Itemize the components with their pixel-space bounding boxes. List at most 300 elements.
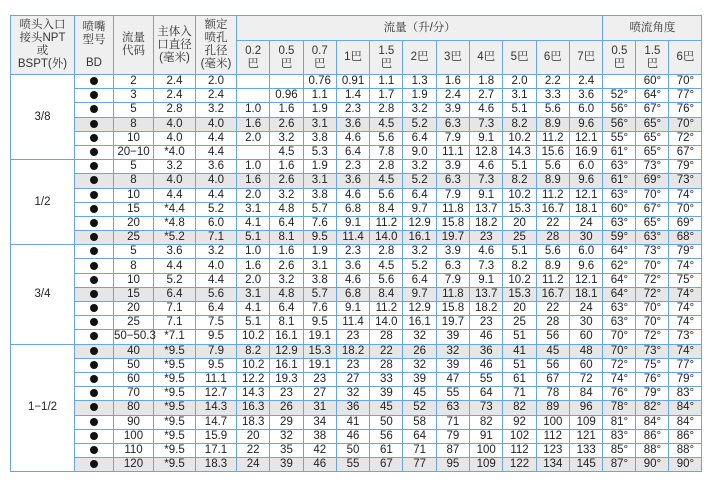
orifice-diameter: 7.1 [196, 231, 237, 245]
spray-angle: 63° [603, 216, 636, 230]
flow-value: 10.2 [237, 330, 270, 344]
flow-code: 5 [114, 245, 154, 259]
flow-code: 3 [114, 89, 154, 103]
flow-value: 63 [436, 401, 469, 415]
flow-value: 5.2 [403, 174, 436, 188]
flow-value: 15.3 [503, 287, 536, 301]
table-row [11, 287, 702, 301]
flow-value: 1.6 [270, 160, 303, 174]
flow-value: 3.2 [403, 160, 436, 174]
filled-circle-icon [90, 347, 98, 355]
header-model-label: 喷嘴型号 [82, 20, 106, 46]
flow-value: 6.4 [270, 302, 303, 316]
spray-angle: 86° [669, 429, 702, 443]
flow-value: 25 [503, 316, 536, 330]
orifice-diameter: 7.9 [196, 344, 237, 358]
table-row [11, 75, 702, 89]
inlet-diameter: 3.6 [154, 245, 196, 259]
flow-value: 36 [336, 401, 369, 415]
table-row [11, 358, 702, 372]
flow-value: 5.2 [403, 259, 436, 273]
spray-angle: 69° [669, 216, 702, 230]
flow-value: 3.1 [303, 117, 336, 131]
flow-value: 1.9 [303, 160, 336, 174]
flow-value: 9.6 [569, 174, 602, 188]
header-angle-pressure: 0.5巴 [603, 41, 636, 75]
inlet-diameter: 2.4 [154, 89, 196, 103]
flow-code: 5 [114, 103, 154, 117]
flow-code: 2 [114, 75, 154, 89]
flow-value: 7.9 [436, 188, 469, 202]
flow-value: 3.8 [303, 273, 336, 287]
flow-value: 16.9 [569, 145, 602, 159]
flow-value: 20 [503, 302, 536, 316]
flow-code: 90 [114, 415, 154, 429]
flow-value: 5.6 [536, 245, 569, 259]
flow-value: 3.2 [270, 273, 303, 287]
bd-availability [75, 75, 114, 89]
flow-value: 100 [536, 415, 569, 429]
flow-value [237, 75, 270, 89]
flow-value: 6.0 [569, 245, 602, 259]
bd-availability [75, 273, 114, 287]
flow-code: 50 [114, 358, 154, 372]
header-flow-pressure: 6巴 [536, 41, 569, 75]
spray-angle: 70° [669, 117, 702, 131]
flow-value: 4.6 [336, 188, 369, 202]
flow-value: 16.1 [403, 231, 436, 245]
inlet-diameter: *7.1 [154, 330, 196, 344]
header-angle-pressure: 1.5巴 [636, 41, 669, 75]
flow-value: 48 [569, 344, 602, 358]
flow-value: 7.3 [470, 259, 503, 273]
flow-value: 87 [436, 443, 469, 457]
flow-value: 8.2 [503, 117, 536, 131]
flow-value: 25 [503, 231, 536, 245]
filled-circle-icon [90, 262, 98, 270]
spray-angle: 76° [603, 387, 636, 401]
flow-code: 5 [114, 160, 154, 174]
flow-value: 6.8 [336, 287, 369, 301]
bd-availability [75, 145, 114, 159]
header-flow-pressure: 4巴 [470, 41, 503, 75]
flow-value: 23 [336, 358, 369, 372]
flow-value: 31 [303, 401, 336, 415]
flow-value: 9.7 [403, 287, 436, 301]
spray-angle: 67° [636, 202, 669, 216]
flow-value: 5.6 [370, 131, 403, 145]
table-row [11, 415, 702, 429]
spray-angle: 84° [669, 401, 702, 415]
flow-value: 6.3 [436, 174, 469, 188]
flow-value: 12.9 [403, 216, 436, 230]
flow-value: 11.2 [370, 302, 403, 316]
flow-value: 14.3 [503, 145, 536, 159]
flow-value: 61 [503, 372, 536, 386]
flow-value: 10.2 [503, 273, 536, 287]
flow-value: 1.4 [336, 89, 369, 103]
flow-value: 56 [536, 358, 569, 372]
spray-angle: 63° [603, 160, 636, 174]
spray-angle: 68° [669, 231, 702, 245]
header-flow-pressure: 7巴 [569, 41, 602, 75]
flow-value: 16.3 [237, 401, 270, 415]
flow-value: 22 [237, 443, 270, 457]
orifice-diameter: 2.4 [196, 89, 237, 103]
flow-code: 120 [114, 458, 154, 472]
header-flow-pressure: 2巴 [403, 41, 436, 75]
flow-value: 95 [436, 458, 469, 472]
header-inlet-diameter: 主体入口直径(毫米) [154, 16, 196, 75]
flow-code: 10 [114, 131, 154, 145]
inlet-diameter: *9.5 [154, 443, 196, 457]
flow-value: 22 [536, 302, 569, 316]
flow-code: 8 [114, 174, 154, 188]
flow-value: 61 [370, 443, 403, 457]
flow-value: 5.7 [303, 202, 336, 216]
spray-angle: 63° [603, 188, 636, 202]
flow-value: 8.1 [270, 231, 303, 245]
flow-value: 39 [403, 372, 436, 386]
inlet-diameter: 4.0 [154, 131, 196, 145]
flow-value: 5.2 [403, 117, 436, 131]
spray-angle: 74° [669, 188, 702, 202]
flow-value: 3.2 [403, 245, 436, 259]
flow-value: 12.9 [270, 344, 303, 358]
orifice-diameter: 9.5 [196, 330, 237, 344]
orifice-diameter: 5.6 [196, 287, 237, 301]
flow-value: 6.3 [436, 259, 469, 273]
flow-value: 0.91 [336, 75, 369, 89]
flow-code: 60 [114, 372, 154, 386]
flow-value: 39 [436, 330, 469, 344]
spray-angle: 63° [603, 302, 636, 316]
flow-value: 71 [503, 387, 536, 401]
flow-code: 25 [114, 231, 154, 245]
flow-value: 8.9 [536, 117, 569, 131]
bd-availability [75, 202, 114, 216]
spray-angle: 72° [669, 131, 702, 145]
spray-angle: 65° [636, 117, 669, 131]
bd-availability [75, 429, 114, 443]
bd-availability [75, 287, 114, 301]
flow-value: 12.1 [569, 131, 602, 145]
flow-value: 9.1 [470, 131, 503, 145]
orifice-diameter: 4.4 [196, 131, 237, 145]
filled-circle-icon [90, 77, 98, 85]
header-angle-group: 喷流角度 [603, 16, 702, 41]
table-row [11, 103, 702, 117]
flow-value: 8.2 [503, 174, 536, 188]
orifice-diameter: 15.9 [196, 429, 237, 443]
orifice-diameter: 14.3 [196, 401, 237, 415]
flow-value: 2.4 [569, 75, 602, 89]
spray-angle: 90° [669, 458, 702, 472]
flow-code: 110 [114, 443, 154, 457]
flow-value: 13.7 [470, 287, 503, 301]
inlet-diameter: 4.0 [154, 174, 196, 188]
filled-circle-icon [90, 134, 98, 142]
bd-availability [75, 259, 114, 273]
flow-value: 16.7 [536, 287, 569, 301]
flow-value: 14.0 [370, 231, 403, 245]
bd-availability [75, 415, 114, 429]
flow-value: 9.6 [569, 117, 602, 131]
spray-angle: 78° [603, 401, 636, 415]
bd-availability [75, 344, 114, 358]
flow-code: 70 [114, 387, 154, 401]
flow-value: 9.1 [470, 188, 503, 202]
inlet-diameter: *4.4 [154, 202, 196, 216]
inlet-diameter: 3.2 [154, 160, 196, 174]
table-row [11, 231, 702, 245]
flow-value: 46 [336, 429, 369, 443]
flow-value: 55 [336, 458, 369, 472]
flow-value: 1.9 [303, 103, 336, 117]
spray-angle: 62° [603, 259, 636, 273]
flow-value: 22 [370, 344, 403, 358]
spray-angle: 60° [603, 202, 636, 216]
flow-value: 64 [403, 429, 436, 443]
flow-value: 3.1 [303, 259, 336, 273]
header-flow-pressure: 0.5巴 [270, 41, 303, 75]
flow-value: 1.6 [436, 75, 469, 89]
flow-value: 32 [270, 429, 303, 443]
flow-value: 72 [569, 372, 602, 386]
flow-value: 3.8 [303, 188, 336, 202]
spray-angle: 64° [603, 245, 636, 259]
flow-value: 16.1 [270, 358, 303, 372]
flow-value: 19.3 [270, 372, 303, 386]
flow-value: 10.2 [237, 358, 270, 372]
spray-angle: 69° [636, 174, 669, 188]
flow-value: 18.1 [569, 287, 602, 301]
filled-circle-icon [90, 432, 98, 440]
filled-circle-icon [90, 91, 98, 99]
flow-value: 11.1 [436, 145, 469, 159]
flow-value: 18.2 [470, 302, 503, 316]
flow-value: 3.8 [303, 131, 336, 145]
spray-angle: 77° [669, 89, 702, 103]
flow-value: 30 [569, 316, 602, 330]
flow-value: 2.4 [436, 89, 469, 103]
flow-value: 9.5 [303, 316, 336, 330]
flow-value: 3.9 [436, 245, 469, 259]
flow-value: 5.3 [303, 145, 336, 159]
spray-angle: 86° [636, 429, 669, 443]
spray-angle: 87° [603, 458, 636, 472]
flow-value: 2.3 [336, 245, 369, 259]
flow-value: 6.4 [336, 145, 369, 159]
inlet-diameter: *9.5 [154, 344, 196, 358]
flow-value: 26 [270, 401, 303, 415]
flow-value: 3.6 [336, 174, 369, 188]
table-row [11, 330, 702, 344]
spray-angle: 79° [669, 245, 702, 259]
filled-circle-icon [90, 148, 98, 156]
orifice-diameter: 4.4 [196, 188, 237, 202]
flow-value: 11.4 [336, 316, 369, 330]
flow-value: 23 [470, 231, 503, 245]
flow-value: 33 [370, 372, 403, 386]
bd-availability [75, 443, 114, 457]
flow-value: 6.0 [569, 103, 602, 117]
flow-value: 12.1 [569, 188, 602, 202]
spray-angle: 77° [669, 358, 702, 372]
flow-value: 55 [436, 387, 469, 401]
orifice-diameter: 2.0 [196, 75, 237, 89]
spray-angle: 79° [636, 387, 669, 401]
orifice-diameter: 3.2 [196, 245, 237, 259]
spray-angle: 88° [636, 443, 669, 457]
orifice-diameter: 5.2 [196, 202, 237, 216]
flow-value: 112 [536, 429, 569, 443]
flow-value: 4.6 [470, 103, 503, 117]
flow-value: 12.9 [403, 302, 436, 316]
spray-angle: 65° [636, 131, 669, 145]
flow-value: 42 [303, 443, 336, 457]
flow-value: 78 [536, 387, 569, 401]
flow-value: 3.9 [436, 103, 469, 117]
filled-circle-icon [90, 304, 98, 312]
flow-value: 29 [270, 415, 303, 429]
flow-value: 5.6 [370, 188, 403, 202]
spray-angle: 73° [636, 344, 669, 358]
inlet-diameter: *4.0 [154, 145, 196, 159]
flow-value: 60 [569, 358, 602, 372]
spray-angle: 70° [603, 344, 636, 358]
inlet-diameter: *5.2 [154, 231, 196, 245]
flow-value: 9.6 [569, 259, 602, 273]
spray-angle: 70° [636, 316, 669, 330]
header-inlet-connection: 喷头入口接头NPT或BSPT(外) [11, 16, 75, 75]
flow-value: 3.1 [303, 174, 336, 188]
flow-value: 30 [569, 231, 602, 245]
flow-value: 4.6 [470, 160, 503, 174]
flow-value: 2.6 [270, 174, 303, 188]
header-flow-pressure: 5巴 [503, 41, 536, 75]
flow-value: 51 [503, 358, 536, 372]
filled-circle-icon [90, 205, 98, 213]
flow-value: 67 [370, 458, 403, 472]
flow-value: 15.8 [436, 302, 469, 316]
header-flow-pressure: 0.2巴 [237, 41, 270, 75]
inlet-diameter: *9.5 [154, 358, 196, 372]
flow-value: 7.9 [436, 131, 469, 145]
flow-value: 2.3 [336, 103, 369, 117]
orifice-diameter: 4.0 [196, 259, 237, 273]
table-row [11, 273, 702, 287]
filled-circle-icon [90, 290, 98, 298]
flow-value: 6.8 [336, 202, 369, 216]
spray-angle: 72° [636, 287, 669, 301]
filled-circle-icon [90, 276, 98, 284]
flow-value: 32 [336, 387, 369, 401]
flow-value: 3.2 [270, 131, 303, 145]
flow-value: 79 [436, 429, 469, 443]
flow-value: 5.1 [503, 245, 536, 259]
flow-value: 11.2 [536, 273, 569, 287]
flow-value: 1.1 [303, 89, 336, 103]
flow-value: 5.6 [536, 103, 569, 117]
flow-value: 112 [503, 443, 536, 457]
spray-angle: 83° [603, 429, 636, 443]
flow-value: 64 [470, 387, 503, 401]
spray-angle: 76° [636, 372, 669, 386]
flow-value: 9.1 [470, 273, 503, 287]
flow-value [237, 145, 270, 159]
flow-value: 109 [470, 458, 503, 472]
inlet-diameter: *4.8 [154, 216, 196, 230]
flow-value: 5.1 [503, 160, 536, 174]
flow-value: 14.3 [237, 387, 270, 401]
flow-value: 1.0 [237, 103, 270, 117]
orifice-diameter: 12.7 [196, 387, 237, 401]
flow-value: 39 [270, 458, 303, 472]
flow-value: 8.4 [370, 202, 403, 216]
flow-value: 8.2 [237, 344, 270, 358]
flow-value: 1.0 [237, 245, 270, 259]
spray-angle: 74° [669, 316, 702, 330]
flow-code: 40 [114, 344, 154, 358]
header-flow-code: 流量代码 [114, 16, 154, 75]
orifice-diameter: 3.2 [196, 103, 237, 117]
flow-value: 46 [303, 458, 336, 472]
flow-value [237, 89, 270, 103]
flow-value: 20 [237, 429, 270, 443]
spray-angle: 59° [603, 231, 636, 245]
flow-value: 121 [569, 429, 602, 443]
flow-value: 71 [403, 443, 436, 457]
flow-value: 5.1 [237, 231, 270, 245]
bd-availability [75, 103, 114, 117]
flow-value: 134 [536, 458, 569, 472]
flow-value: 5.7 [303, 287, 336, 301]
inlet-diameter: *9.5 [154, 415, 196, 429]
inlet-size: 3/4 [11, 245, 75, 344]
flow-value: 15.8 [436, 216, 469, 230]
filled-circle-icon [90, 446, 98, 454]
flow-value: 5.6 [370, 273, 403, 287]
flow-value: 123 [536, 443, 569, 457]
spray-angle: 56° [603, 103, 636, 117]
table-row [11, 245, 702, 259]
flow-code: 8 [114, 117, 154, 131]
flow-code: 8 [114, 259, 154, 273]
flow-value: 133 [569, 443, 602, 457]
flow-value: 24 [569, 302, 602, 316]
spray-angle: 72° [636, 273, 669, 287]
inlet-diameter: 6.4 [154, 287, 196, 301]
flow-value: 6.4 [403, 273, 436, 287]
flow-value: 6.3 [436, 117, 469, 131]
inlet-diameter: 2.8 [154, 103, 196, 117]
flow-value: 2.0 [237, 188, 270, 202]
flow-value: 2.2 [536, 75, 569, 89]
spray-angle: 88° [669, 443, 702, 457]
flow-value: 23 [303, 372, 336, 386]
flow-value: 0.96 [270, 89, 303, 103]
header-orifice-diameter: 额定喷孔孔径(毫米) [196, 16, 237, 75]
flow-value: 27 [303, 387, 336, 401]
spray-angle: 60° [636, 75, 669, 89]
flow-value: 1.9 [403, 89, 436, 103]
flow-value: 4.1 [237, 216, 270, 230]
flow-value: 2.6 [270, 259, 303, 273]
table-row [11, 429, 702, 443]
flow-value: 28 [370, 330, 403, 344]
flow-value: 6.4 [403, 131, 436, 145]
